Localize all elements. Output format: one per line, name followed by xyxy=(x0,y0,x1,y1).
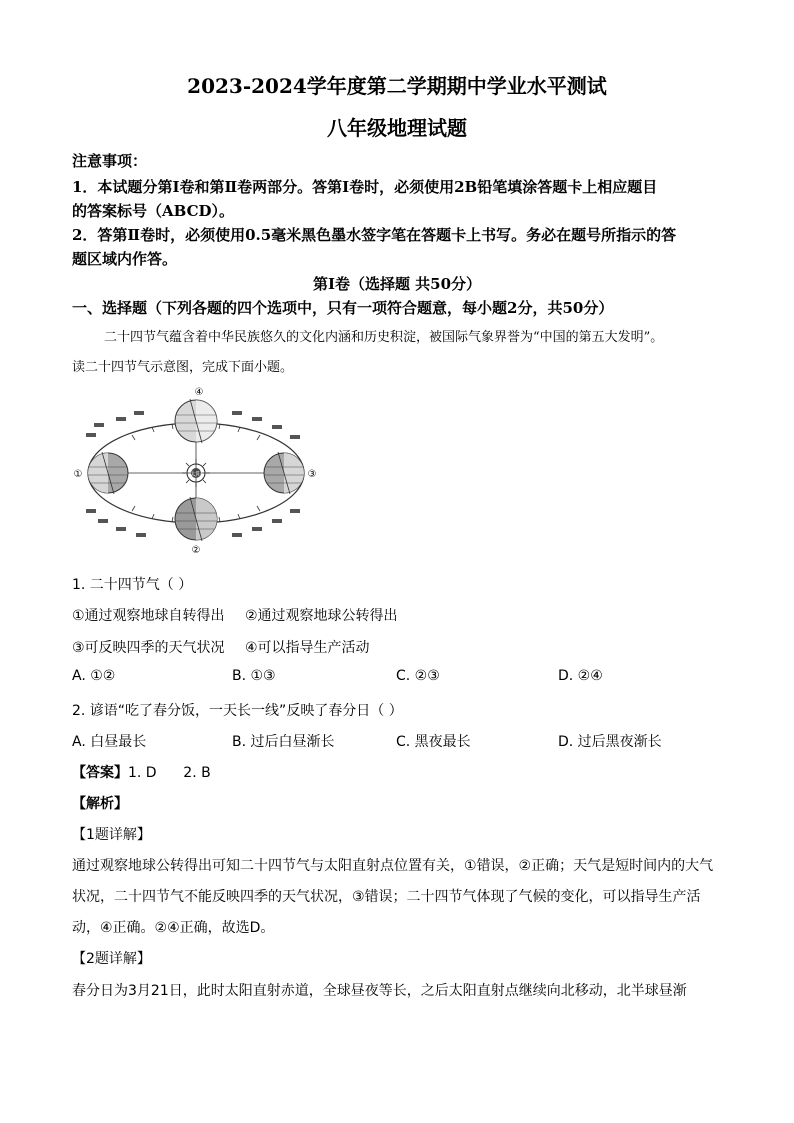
q1-statement-3: ③可反映四季的天气状况 xyxy=(72,640,225,656)
earth-position-2 xyxy=(175,497,217,541)
notice-heading: 注意事项： xyxy=(72,152,148,170)
intro-line1: 二十四节气蕴含着中华民族悠久的文化内涵和历史积淀，被国际气象界誉为“中国的第五大发明”。 xyxy=(104,330,664,345)
q2-option-a: A. 白昼最长 xyxy=(72,734,147,750)
q1-option-d: D. ②④ xyxy=(558,668,603,684)
exam-subtitle: 八年级地理试题 xyxy=(327,116,467,140)
q1-statement-1: ①通过观察地球自转得出 xyxy=(72,608,225,624)
q2-option-d: D. 过后黑夜渐长 xyxy=(558,734,662,750)
notice-item2-line1: 2．答第Ⅱ卷时，必须使用0.5毫米黑色墨水签字笔在答题卡上书写。务必在题号所指示的答 xyxy=(72,226,677,244)
section1-heading: 一、选择题（下列各题的四个选项中，只有一项符合题意，每小题2分，共50分） xyxy=(72,299,614,317)
notice-item1-line2: 的答案标号（ABCD）。 xyxy=(72,202,235,220)
notice-item1-line1: 1．本试题分第Ⅰ卷和第Ⅱ卷两部分。答第Ⅰ卷时，必须使用2B铅笔填涂答题卡上相应题目 xyxy=(72,178,658,196)
marker-4: ④ xyxy=(194,387,204,398)
q2-option-b: B. 过后白昼渐长 xyxy=(232,734,335,750)
earth-position-4 xyxy=(175,399,217,443)
q1-statement-2: ②通过观察地球公转得出 xyxy=(245,608,398,624)
answer-values: 1. D 2. B xyxy=(128,765,211,781)
q2-stem: 2. 谚语“吃了春分饭，一天长一线”反映了春分日（ ） xyxy=(72,703,403,719)
part1-heading: 第Ⅰ卷（选择题 共50分） xyxy=(312,275,482,293)
q1-option-c: C. ②③ xyxy=(396,668,440,684)
marker-1: ① xyxy=(73,469,83,480)
earth-position-3 xyxy=(264,452,304,494)
q1-statement-4: ④可以指导生产活动 xyxy=(245,640,370,656)
exam-title: 2023-2024学年度第二学期期中学业水平测试 xyxy=(187,74,607,98)
marker-2: ② xyxy=(191,545,201,556)
q1-option-a: A. ①② xyxy=(72,668,116,684)
marker-3: ③ xyxy=(307,469,317,480)
q1-stem: 1. 二十四节气（ ） xyxy=(72,577,193,593)
intro-line2: 读二十四节气示意图，完成下面小题。 xyxy=(72,360,294,375)
sun-label: 太阳 xyxy=(189,471,203,478)
q2-option-c: C. 黑夜最长 xyxy=(396,734,471,750)
q1-option-b: B. ①③ xyxy=(232,668,276,684)
solar-terms-diagram xyxy=(72,385,320,557)
earth-position-1 xyxy=(88,452,128,494)
detail2-line1: 春分日为3月21日，此时太阳直射赤道，全球昼夜等长，之后太阳直射点继续向北移动，北半球昼渐 xyxy=(72,983,687,999)
detail2-heading: 【2题详解】 xyxy=(72,951,151,967)
detail1-line1: 通过观察地球公转得出可知二十四节气与太阳直射点位置有关，①错误，②正确；天气是短时间内的大气 xyxy=(72,858,714,874)
detail1-line2: 状况，二十四节气不能反映四季的天气状况，③错误；二十四节气体现了气候的变化，可以指导生产活 xyxy=(72,889,701,905)
detail1-heading: 【1题详解】 xyxy=(72,827,151,843)
analysis-label: 【解析】 xyxy=(72,796,128,812)
notice-item2-line2: 题区域内作答。 xyxy=(72,250,178,268)
detail1-line3: 动，④正确。②④正确，故选D。 xyxy=(72,920,275,936)
answer-label: 【答案】 xyxy=(72,765,128,781)
